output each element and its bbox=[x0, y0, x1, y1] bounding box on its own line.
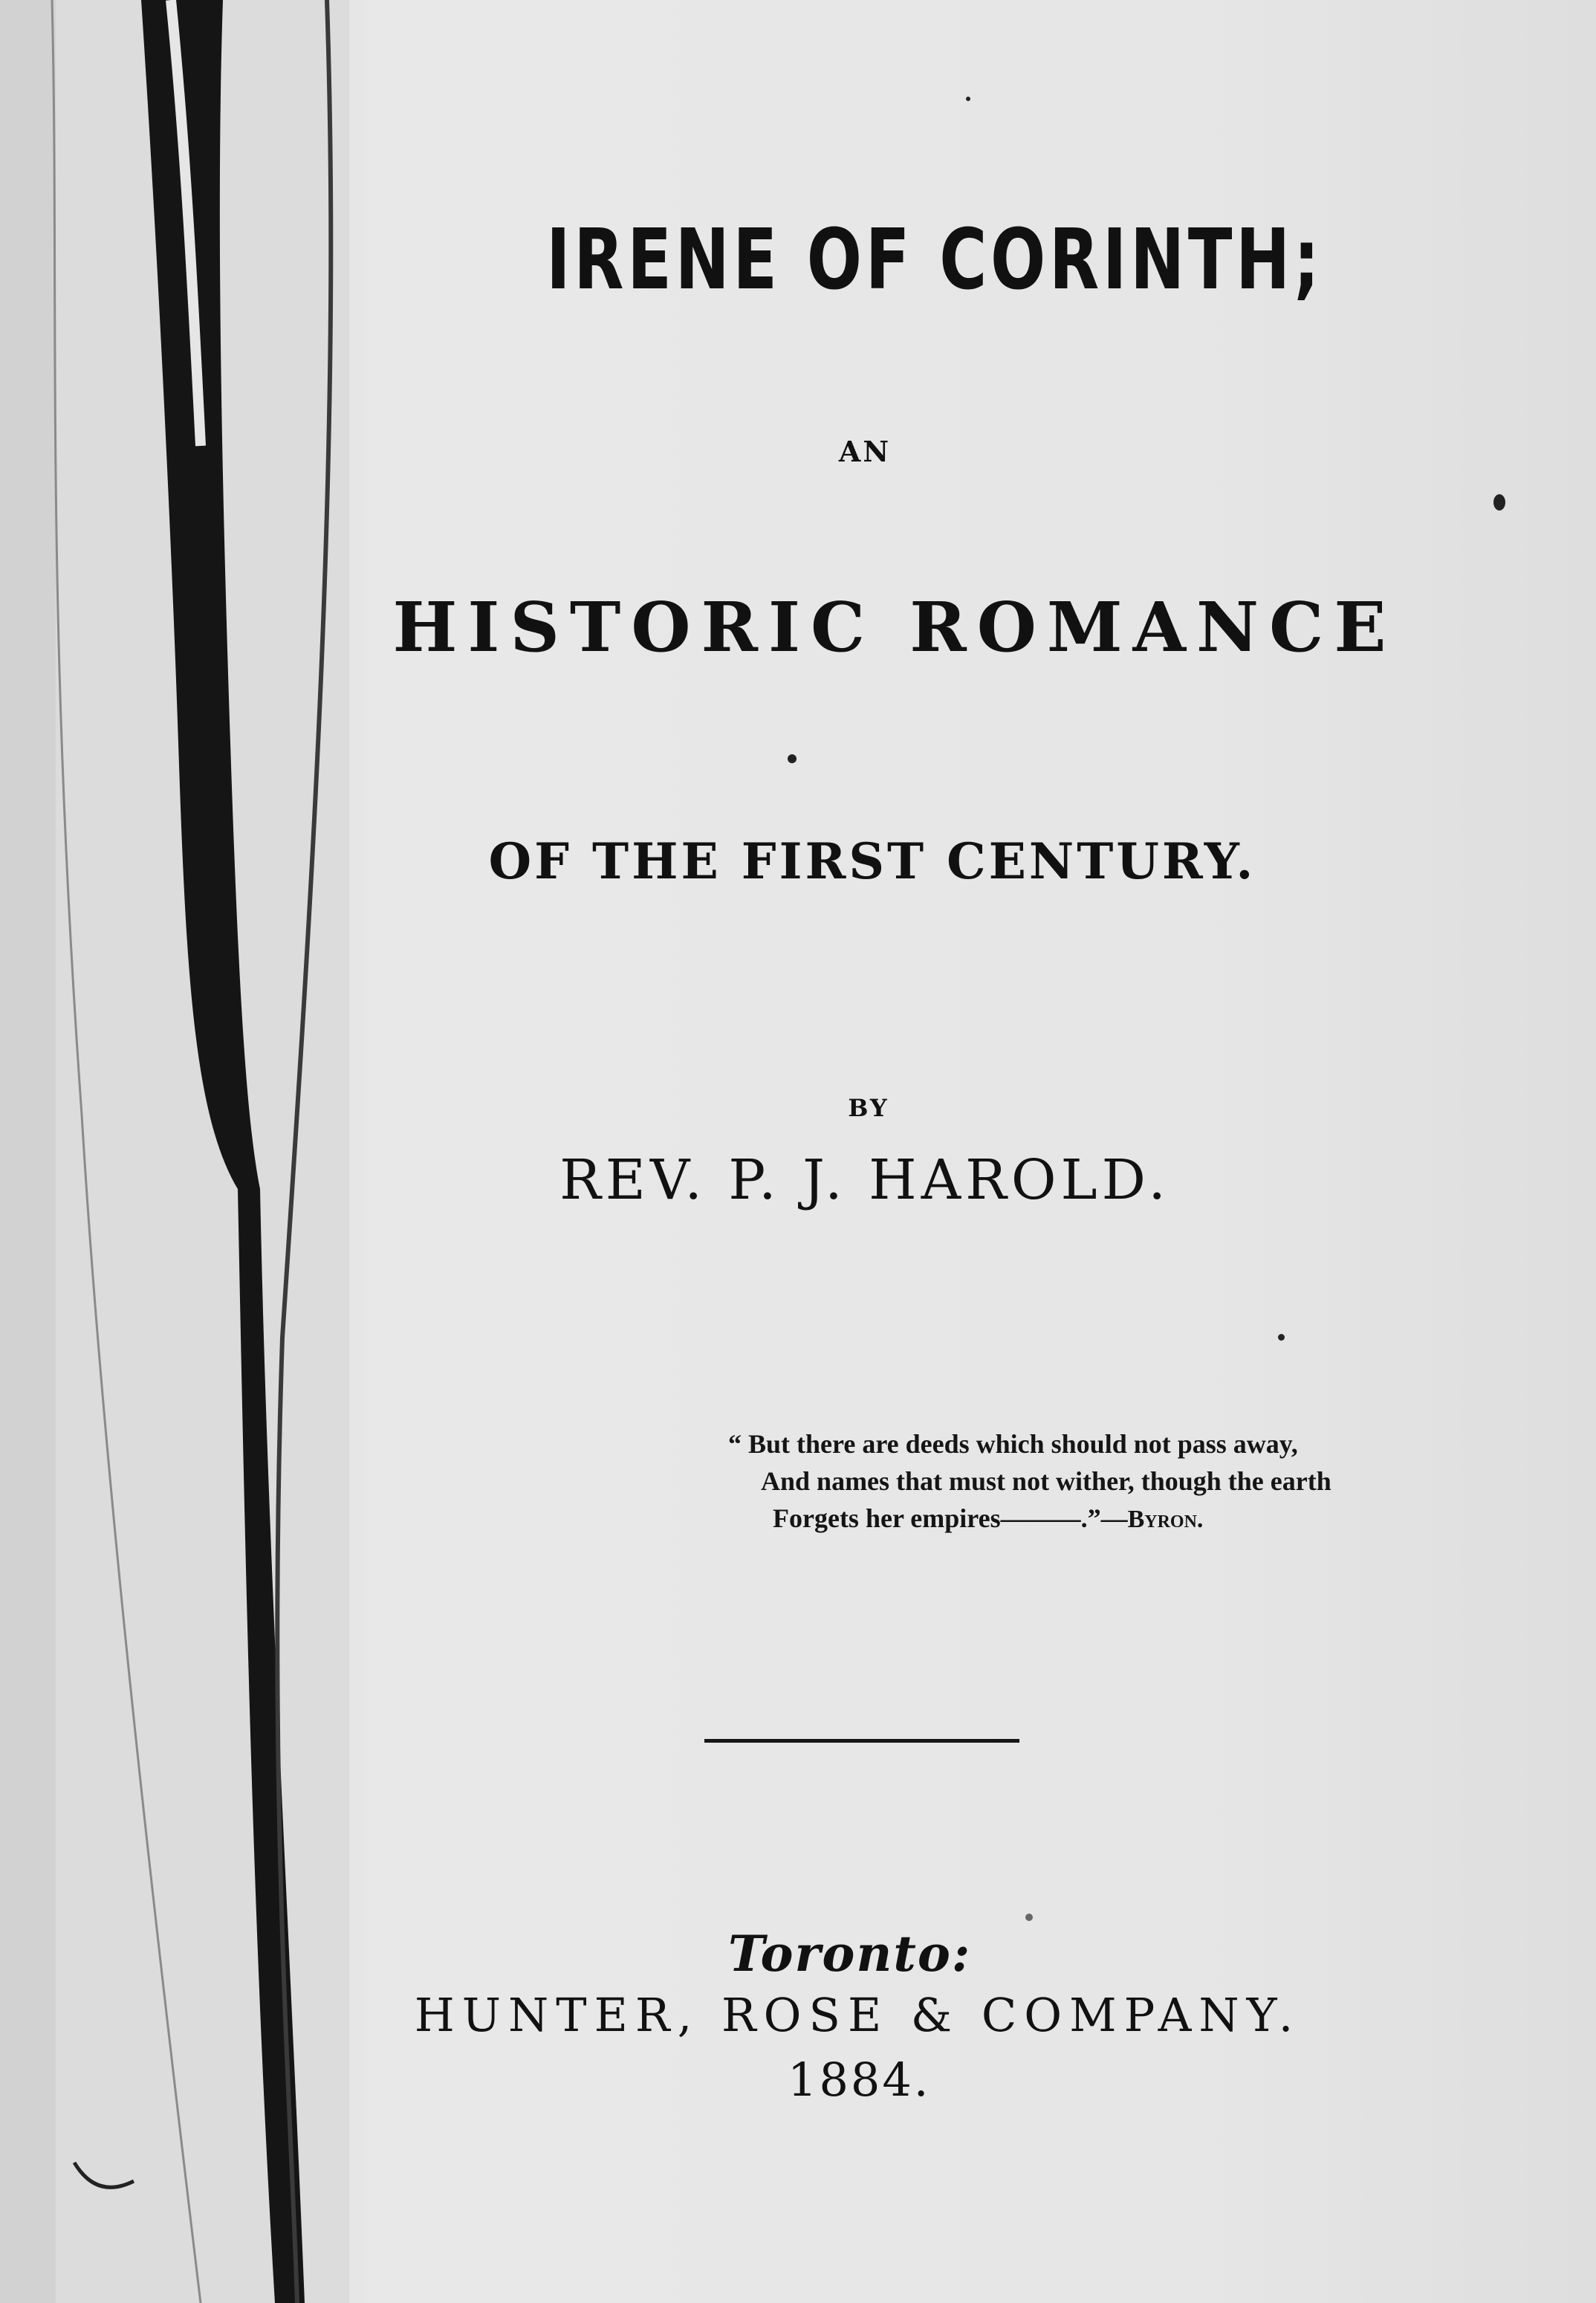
torn-binding-edge bbox=[0, 0, 349, 2303]
divider-rule bbox=[704, 1739, 1019, 1743]
epigraph-line-2: And names that must not wither, though the earth bbox=[761, 1466, 1331, 1496]
epigraph bbox=[728, 1425, 1471, 1538]
by-label: BY bbox=[848, 1094, 889, 1122]
imprint-place: Toronto: bbox=[728, 1925, 972, 1983]
book-title: IRENE OF CORINTH; bbox=[546, 212, 1323, 308]
imprint-publisher: HUNTER, ROSE & COMPANY. bbox=[414, 1988, 1301, 2042]
imprint-year: 1884. bbox=[788, 2053, 931, 2107]
epigraph-line-3 bbox=[728, 1500, 1471, 1538]
title-connector: AN bbox=[838, 435, 892, 468]
book-period: OF THE FIRST CENTURY. bbox=[488, 832, 1256, 890]
epigraph-line-3-text: Forgets her empires———.”— bbox=[773, 1503, 1128, 1533]
epigraph-attribution: Byron. bbox=[1127, 1506, 1204, 1533]
author-name: REV. P. J. HAROLD. bbox=[559, 1148, 1170, 1212]
epigraph-line-1: “ But there are deeds which should not pass away, bbox=[728, 1429, 1298, 1459]
book-subtitle: HISTORIC ROMANCE bbox=[392, 587, 1397, 667]
